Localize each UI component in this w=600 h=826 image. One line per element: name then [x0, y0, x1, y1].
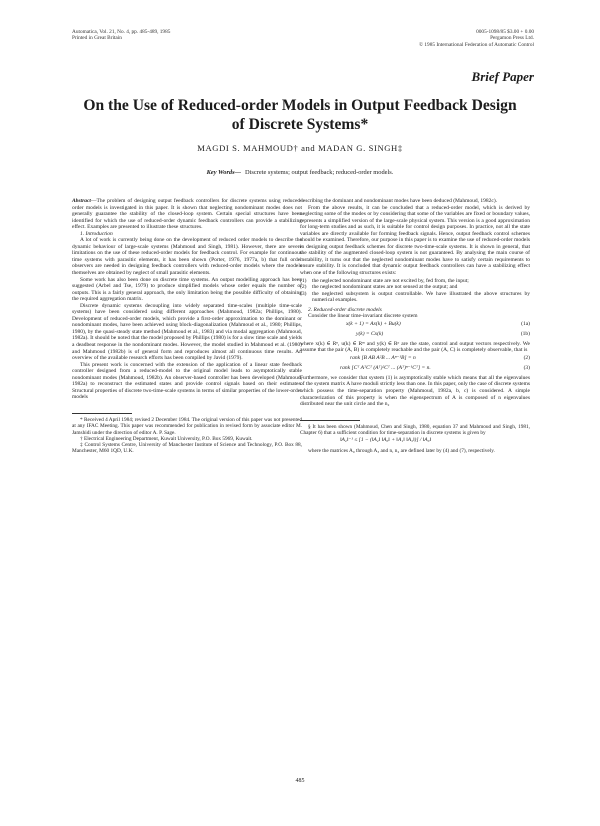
equation-1a-body: x(k + 1) = Ax(k) + Bu(k): [346, 320, 401, 327]
section-label: Brief Paper: [471, 69, 534, 84]
keywords: [0, 169, 600, 176]
left-column: [72, 198, 302, 455]
intro-paragraph-4: This present work is concerned with the extension of the application of a linear state feedback controller designed from a reduced-model to the original model leads to asymptotically stable nondominant modes (Mahmoud, 1982b). An observer-based controller has been developed (Mahmoud, 1982a) to reconstruct the estimated states and provide control signals based on their estimates. Structural properties of discrete two-time-scale systems in terms of similar properties of the lower-order models: [72, 361, 302, 401]
abstract-label: Abstract: [72, 198, 91, 204]
journal-header-left: [72, 29, 170, 42]
footnote-where: where the matrices A₀ through A₃ and n, n₂ are defined later by (4) and (7), respectively.: [308, 448, 495, 455]
footnote-received: * Received 4 April 1984; revised 2 December 1984. The original version of this paper was not presented at any IFAC Meeting. This paper was recommended for publication in revised form by associate editor M. Jamshidi under the direction of editor A. P. Sage.: [72, 416, 302, 436]
footnote-equation: [300, 437, 530, 447]
title-line-2: of Discrete Systems*: [231, 116, 369, 133]
where-paragraph: where x(k) ∈ Rⁿ, u(k) ∈ Rᵐ and y(k) ∈ Rᵖ are the state, control and output vectors respectively. We assume that the pair (A, B) is completely reachable and the pair (A, C) is completely observable, that is: [300, 340, 530, 354]
abstract-text: —The problem of designing output feedback controllers for discrete systems using reduced-order models is investigated in this paper. It is shown that neglecting nondominant modes does not generally guarantee the stability of the closed-loop system. Certain special structures have been identified for which the use of reduced-order dynamic feedback controllers can provide a stabilizing effect. Examples are presented to illustrate these structures.: [72, 198, 302, 231]
publisher: Pergamon Press Ltd.: [490, 35, 534, 42]
keywords-text: Discrete systems; output feedback; reduced-order models.: [245, 169, 394, 176]
copyright: © 1985 International Federation of Automatic Control: [419, 41, 534, 48]
issn-price: 0005-1098/85 $3.00 + 0.00: [476, 29, 534, 35]
intro-heading: 1. Introduction: [80, 230, 113, 237]
equation-3-number: (3): [523, 364, 530, 371]
list-item: [300, 291, 530, 304]
right-paragraph-1: describing the dominant and nondominant modes have been deduced (Mahmoud, 1982c).: [300, 198, 498, 204]
equation-1a-number: (1a): [521, 320, 530, 327]
equation-1a: [300, 321, 530, 330]
authors: MAGDI S. MAHMOUD† and MADAN G. SINGH‡: [197, 143, 403, 153]
keywords-label: Key Words—: [206, 169, 242, 176]
list-text: the neglected nondominant state are not excited by, fed from, the input;: [312, 277, 469, 284]
intro-paragraph-3: Discrete dynamic systems decoupling into widely separated time-scales (multiple time-scale systems) have been considered using different approaches (Mahmoud, 1982a; Phillips, 1980). Development of reduced-order models, which provide a first-order approximation to the dominant or nondominant modes, have been achieved using block-diagonalization (Mahmoud et al., 1980; Phillips, 1980), by the quasi-steady state method (Mahmoud et al., 1983) and via modal aggregation (Mahmoud, 1982a). It should be noted that the model proposed by Phillips (1980) is for a slow time scale and yields a deadbeat response in the nondominant modes. However, the model studied in Mahmoud et al. (1980) and Mahmoud (1982b) is of general form and reproduces almost all continuous time results. An overview of the available research efforts has been compiled by Javid (1979).: [72, 302, 302, 362]
list-number: (1): [300, 277, 307, 284]
equation-1b: [300, 331, 530, 340]
footnote-rule: [300, 420, 360, 421]
page-number: 485: [295, 778, 305, 784]
equation-3: [300, 365, 530, 374]
structure-list: [300, 278, 530, 304]
list-number: (2): [300, 284, 307, 291]
intro-paragraph-2: Some work has also been done on discrete time systems. An output modelling approach has been suggested (Arbel and Tse, 1979) to produce simplified models whose order equals the number of outputs. This is a fairly general approach, the only limitation being the possible difficulty of obtaining the required aggregation matrix.: [72, 276, 302, 303]
printed-in: Printed in Great Britain: [72, 35, 122, 42]
journal-header-right: [419, 29, 534, 48]
footnote-time-separation: § It has been shown (Mahmoud, Chen and Singh, 1980, equation 37 and Mahmoud and Singh, 1981, Chapter 6) that a sufficient condition for time-separation in discrete systems is given by: [300, 423, 530, 436]
right-paragraph-2: From the above results, it can be concluded that a reduced-order model, which is derived by neglecting some of the modes or by considering that some of the variables are fixed or boundary values, represents a simplified version of the large-scale physical system. This version is a good approximation for long-term studies and as such, it is suitable for control design purposes. In practice, not all the state variables are directly available for forming feedback signals. Hence, output feedback control schemes should be examined. Therefore, our purpose in this paper is to examine the use of reduced-order models in designing output feedback schemes for discrete two-time-scale systems. It is shown in general, that the stability of the augmented closed-loop system is not guaranteed. By analysing the main course of instability, it turns out that the neglected nondominant modes have to satisfy certain requirements to ensure stability. It is concluded that dynamic output feedback controllers can have a stabilizing effect when one of the following structures exists:: [300, 204, 530, 277]
equation-2-body: rank [B AB A²B ... Aⁿ⁻¹B] = n: [350, 354, 416, 361]
list-number: (3): [300, 290, 307, 297]
right-column: [300, 198, 530, 455]
equation-3-body: rank [Cᵀ AᵀCᵀ (Aᵀ)²Cᵀ ... (Aᵀ)ⁿ⁻¹Cᵀ] = n.: [340, 364, 431, 371]
title-line-1: On the Use of Reduced-order Models in Output Feedback Design: [83, 97, 517, 114]
abstract: [72, 198, 302, 231]
equation-2-number: (2): [523, 354, 530, 361]
section-2-intro: Consider the linear time-invariant discrete system: [308, 313, 418, 320]
footnote-equation-body: ‖A₂‖⁻¹ ≤ [1 − (‖A₂‖ ‖A₀‖ + ‖A₁‖ ‖A₃‖)] / ‖A₀‖: [340, 437, 432, 444]
further-paragraph: Furthermore, we consider that system (1) is asymptotically stable which means that all the eigenvalues of the system matrix A have moduli strictly less than one. In this paper, only the case of discrete systems which possess the time-separation property (Mahmoud, 1982a, b, c) is considered. A simple characterization of this property is when the eigenspectrum of A is composed of n eigenvalues distributed near the unit circle and the n₂: [300, 374, 530, 408]
list-text: the neglected subsystem is output controllable. We have illustrated the above structures by numerical examples.: [312, 290, 530, 304]
footnote-affiliation-2: ‡ Control Systems Centre, University of Manchester Institute of Science and Technology, P.O. Box 88, Manchester, M60 1QD, U.K.: [72, 442, 302, 455]
equation-1b-number: (1b): [520, 330, 530, 337]
equation-2: [300, 355, 530, 364]
footnote-rule: [72, 413, 132, 414]
journal-citation: Automatica, Vol. 21, No. 4, pp. 485-489, 1985: [72, 29, 171, 35]
footnote-affiliation-1: † Electrical Engineering Department, Kuwait University, P.O. Box 5969, Kuwait.: [80, 435, 253, 442]
paper-title: [60, 96, 540, 134]
list-text: the neglected nondominant states are not sensed at the output; and: [312, 284, 458, 291]
equation-1b-body: y(k) = Cx(k): [356, 330, 384, 337]
intro-paragraph-1: A lot of work is currently being done on the development of reduced order models to describe the dynamic behaviour of large-scale systems (Mahmoud and Singh, 1981). However, there are severe limitations on the use of these reduced-order models for feedback control. For example for continuous time systems with parasitic elements, it has been shown (Porter, 1976, 1977a, b) that full order observers are needed in designing feedback controllers with reduced-order models where the models themselves are obtained by neglect of small parasitic elements.: [72, 237, 302, 277]
section-2-heading: 2. Reduced-order discrete models: [308, 306, 382, 313]
